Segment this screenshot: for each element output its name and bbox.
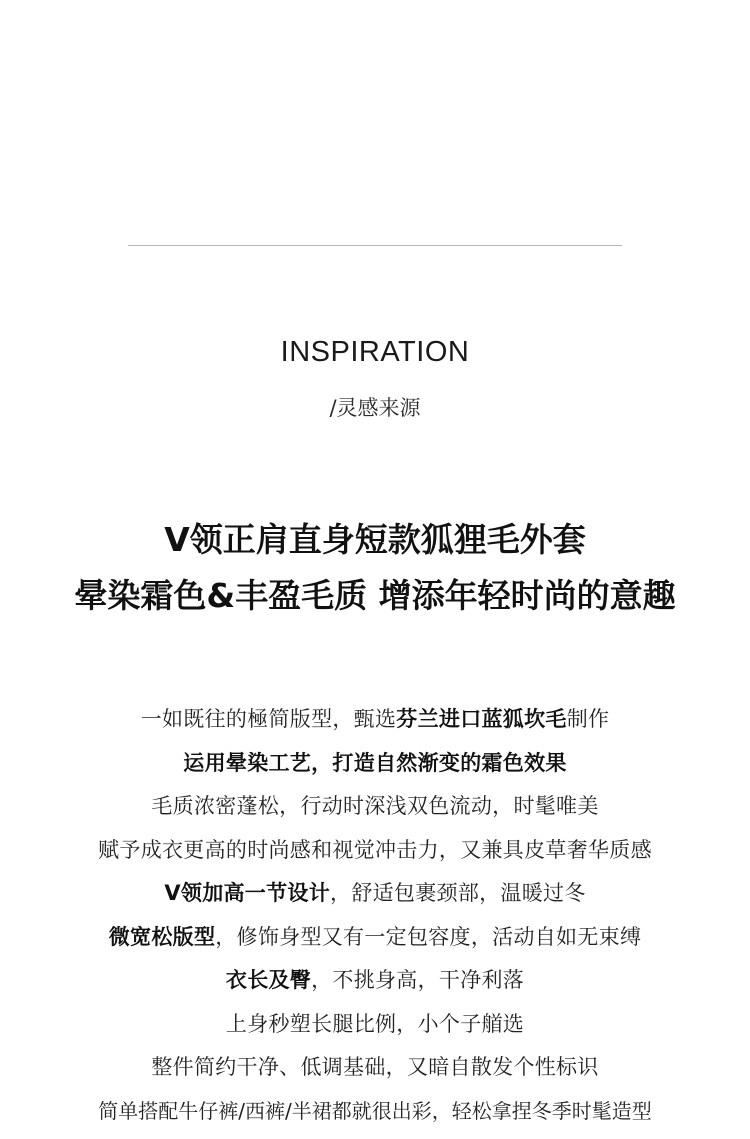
description-line: [0, 878, 750, 922]
description-emphasis: V领加高一节设计: [164, 881, 330, 905]
description-line: [0, 965, 750, 1009]
description-line: [0, 1096, 750, 1139]
description-line: [0, 1009, 750, 1053]
description-emphasis: 微宽松版型: [109, 925, 216, 949]
headline-line-1: V领正肩直身短款狐狸毛外套: [0, 514, 750, 561]
description-text: 赋予成衣更高的时尚感和视觉冲击力，又兼具皮草奢华质感: [98, 838, 652, 862]
headline-line-2: 晕染霜色&丰盈毛质 增添年轻时尚的意趣: [0, 570, 750, 617]
description-line: [0, 835, 750, 879]
description-text: ，修饰身型又有一定包容度，活动自如无束缚: [215, 925, 641, 949]
description-text: 一如既往的極简版型，甄选: [141, 707, 397, 731]
description-line: [0, 922, 750, 966]
section-subtitle: /灵感来源: [0, 392, 750, 422]
description-text: 简单搭配牛仔裤/西裤/半裙都就很出彩，轻松拿捏冬季时髦造型: [98, 1099, 651, 1123]
description-emphasis: 运用晕染工艺，打造自然渐变的霜色效果: [183, 751, 566, 775]
description-line: [0, 704, 750, 748]
description-text: 上身秒塑长腿比例，小个子艏选: [226, 1012, 524, 1036]
description-line: [0, 748, 750, 792]
description-emphasis: 衣长及臀: [226, 968, 311, 992]
section-divider: [128, 245, 622, 246]
description-text: ，不挑身高，干净利落: [311, 968, 524, 992]
description-emphasis: 芬兰进口蓝狐坎毛: [396, 707, 566, 731]
section-title: INSPIRATION: [0, 336, 750, 369]
description-line: [0, 1052, 750, 1096]
description-text: 制作: [567, 707, 610, 731]
description-list: [0, 704, 750, 1139]
description-text: 整件简约干净、低调基础，又暗自散发个性标识: [151, 1055, 598, 1079]
description-line: [0, 791, 750, 835]
description-text: ，舒适包裹颈部，温暖过冬: [330, 881, 586, 905]
description-text: 毛质浓密蓬松，行动时深浅双色流动，时髦唯美: [151, 794, 598, 818]
